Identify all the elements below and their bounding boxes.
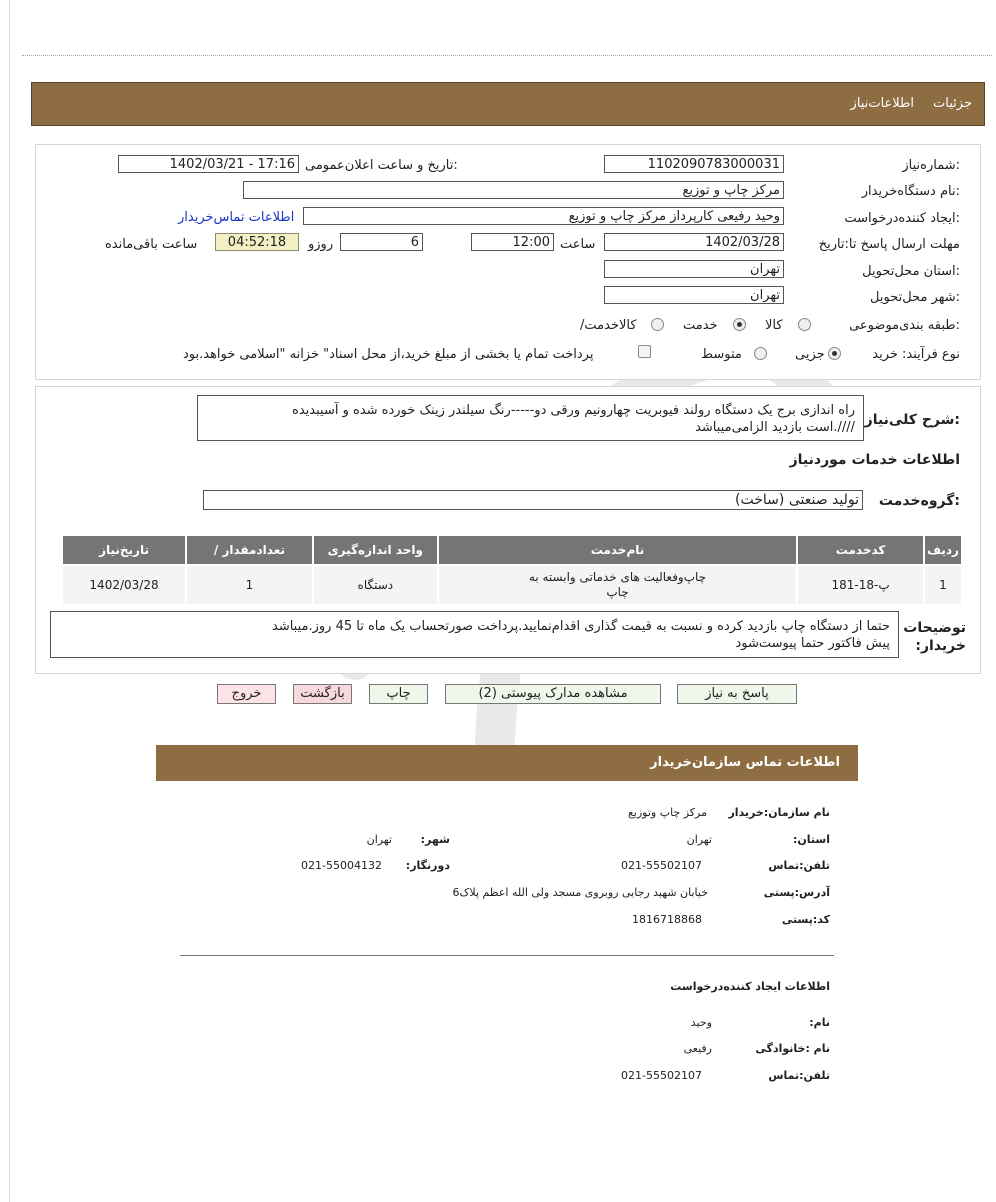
org-name-label: نام سازمان:خریدار [728, 806, 830, 819]
buyer-org-field: مرکز چاپ و توزیع [243, 181, 784, 199]
category-goods-service-radio[interactable] [651, 318, 664, 331]
creator-field: وحید رفیعی کارپرداز مرکز چاپ و توزیع [303, 207, 784, 225]
buyer-notes-label-1: توضیحات [903, 620, 966, 636]
cell-service-name [438, 565, 797, 605]
tab-need-info[interactable]: اطلاعات‌نیاز [850, 96, 914, 111]
col-quantity: / تعدادمقدار [186, 535, 313, 565]
remaining-time-field: 04:52:18 [215, 233, 299, 251]
page-header-bar [31, 82, 985, 126]
creator-family-label: نام :خانوادگی [755, 1042, 830, 1055]
contact-postal-label: کد:پستی [781, 913, 830, 926]
days-field: 6 [340, 233, 423, 251]
contact-province-label: :استان [792, 833, 830, 846]
contact-section-header [156, 745, 858, 781]
creator-name-label: :نام [809, 1016, 830, 1029]
category-goods-service-label: /کالاخدمت [580, 318, 637, 333]
service-group-field: تولید صنعتی (ساخت) [203, 490, 863, 510]
services-section-title: اطلاعات خدمات موردنیاز [789, 452, 960, 468]
cell-need-date: 1402/03/28 [62, 565, 186, 605]
creator-name-value: وحید [690, 1016, 712, 1029]
tab-details[interactable]: جزئیات [933, 96, 972, 111]
need-info-panel [35, 144, 981, 380]
category-service-label: خدمت [683, 318, 718, 333]
description-label: شرح کلی‌نیاز: [864, 412, 960, 428]
buyer-notes-label-2: :خریدار [915, 638, 966, 654]
creator-label: ایجاد کننده‌درخواست: [844, 211, 960, 226]
contact-city-value: تهران [366, 833, 392, 846]
top-divider [22, 55, 992, 56]
buyer-notes-line-2: پیش فاکتور حتما پیوست‌شود [735, 636, 890, 651]
page-left-border [9, 0, 10, 1202]
creator-family-value: رفیعی [683, 1042, 712, 1055]
contact-province-value: تهران [686, 833, 712, 846]
buyer-org-label: نام دستگاه‌خریدار: [861, 184, 960, 199]
province-label: استان محل‌تحویل: [862, 264, 960, 279]
contact-phone-label: تلفن:تماس [768, 859, 830, 872]
contact-divider [180, 955, 834, 956]
province-field: تهران [604, 260, 784, 278]
service-name-line-2: چاپ [606, 585, 629, 599]
description-line-2: ////.است بازدید الزامی‌میباشد [695, 420, 855, 435]
treasury-payment-note: پرداخت تمام یا بخشی از مبلغ خرید،از محل اسناد" خزانه "اسلامی خواهد.بود [183, 347, 594, 362]
reply-to-need-button[interactable]: پاسخ به نیاز [677, 684, 797, 704]
contact-address-label: آدرس:پستی [763, 886, 830, 899]
days-label: روزو [308, 237, 334, 252]
col-service-name: نام‌خدمت [438, 535, 797, 565]
col-service-code: کدخدمت [797, 535, 924, 565]
need-number-label: شماره‌نیاز: [902, 158, 960, 173]
category-goods-radio[interactable] [798, 318, 811, 331]
cell-service-code: پ-18-181 [797, 565, 924, 605]
category-service-radio[interactable] [733, 318, 746, 331]
buyer-notes-line-1: حتما از دستگاه چاپ بازدید کرده و نسبت به قیمت گذاری اقدام‌نمایید.پرداخت صورتحساب یک ماه تا 45 روز.میباشد [272, 619, 890, 634]
process-partial-radio[interactable] [828, 347, 841, 360]
cell-unit: دستگاه [313, 565, 438, 605]
col-row: ردیف [924, 535, 962, 565]
creator-phone-label: تلفن:تماس [768, 1069, 830, 1082]
service-name-line-1: چاپ‌وفعالیت های خدماتی وابسته به [528, 570, 707, 584]
table-row [62, 565, 962, 605]
cell-row-number: 1 [924, 565, 962, 605]
process-medium-radio[interactable] [754, 347, 767, 360]
description-line-1: راه اندازی برج یک دستگاه رولند فیوبریت چهارونیم ورقی دو-----رنگ سیلندر زینک خورده شده و آسیبدیده [292, 403, 855, 418]
deadline-time-field: 12:00 [471, 233, 554, 251]
creator-info-title: اطلاعات ایجاد کننده‌درخواست [670, 980, 830, 993]
print-button[interactable]: چاپ [369, 684, 428, 704]
announce-datetime-label: تاریخ و ساعت اعلان‌عمومی: [305, 158, 458, 173]
remaining-time-label: ساعت باقی‌مانده [105, 237, 198, 252]
city-field: تهران [604, 286, 784, 304]
contact-phone-value: 021-55502107 [621, 859, 702, 872]
org-name-value: مرکز چاپ وتوزیع [627, 806, 707, 819]
category-goods-label: کالا [765, 318, 783, 333]
creator-phone-value: 021-55502107 [621, 1069, 702, 1082]
buyer-notes-box [50, 611, 899, 658]
col-unit: واحد اندازه‌گیری [313, 535, 438, 565]
deadline-date-field: 1402/03/28 [604, 233, 784, 251]
contact-fax-label: :دورنگار [405, 859, 450, 872]
back-button[interactable]: بازگشت [293, 684, 352, 704]
process-type-label: نوع فرآیند: خرید [872, 347, 960, 362]
process-partial-label: جزیی [795, 347, 825, 362]
description-box [197, 395, 864, 441]
category-label: طبقه بندی‌موضوعی: [849, 318, 960, 333]
deadline-time-label: ساعت [560, 237, 596, 252]
city-label: شهر محل‌تحویل: [870, 290, 960, 305]
contact-section-title: اطلاعات تماس سازمان‌خریدار [650, 755, 840, 770]
deadline-label: مهلت ارسال پاسخ تا:تاریخ [818, 237, 960, 252]
service-group-label: گروه‌خدمت: [878, 493, 960, 509]
services-table [61, 534, 963, 606]
treasury-payment-checkbox[interactable] [638, 345, 651, 358]
contact-postal-value: 1816718868 [632, 913, 702, 926]
buyer-contact-link[interactable]: اطلاعات تماس‌خریدار [178, 210, 295, 225]
announce-datetime-field: 1402/03/21 - 17:16 [118, 155, 299, 173]
view-attachments-button[interactable]: مشاهده مدارک پیوستی (2) [445, 684, 661, 704]
contact-fax-value: 021-55004132 [301, 859, 382, 872]
table-header-row [62, 535, 962, 565]
process-medium-label: متوسط [701, 347, 742, 362]
need-number-field: 1102090783000031 [604, 155, 784, 173]
contact-address-value: خیابان شهید رجایی روبروی مسجد ولی الله اعظم پلاک6 [452, 886, 708, 899]
exit-button[interactable]: خروج [217, 684, 276, 704]
cell-quantity: 1 [186, 565, 313, 605]
col-need-date: تاریخ‌نیاز [62, 535, 186, 565]
contact-city-label: :شهر [420, 833, 450, 846]
